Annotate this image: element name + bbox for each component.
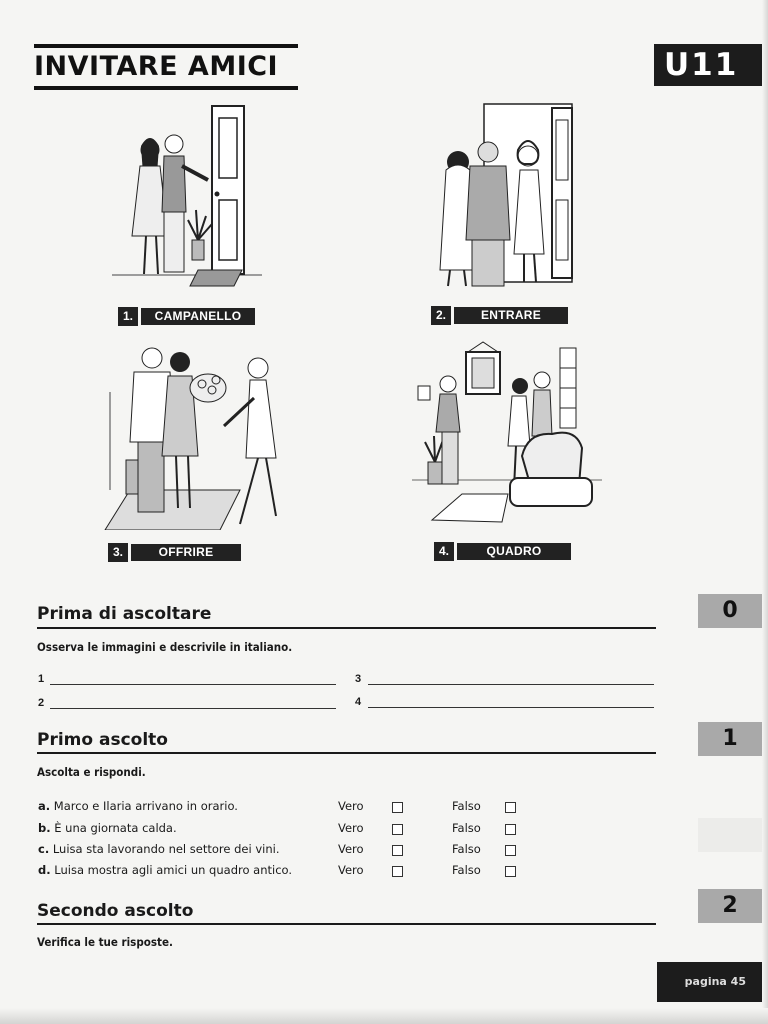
question-b bbox=[38, 821, 177, 835]
instruction-prima: Osserva le immagini e descrivile in italiano. bbox=[37, 640, 293, 654]
caption-label: ENTRARE bbox=[454, 307, 568, 324]
instruction-secondo: Verifica le tue risposte. bbox=[37, 935, 173, 949]
answer-line-4[interactable] bbox=[368, 707, 654, 708]
answer-label-2: 2 bbox=[38, 697, 45, 709]
false-label: Falso bbox=[452, 842, 481, 856]
question-letter: c. bbox=[38, 842, 50, 856]
page-edge-shadow bbox=[762, 0, 768, 1024]
caption-1 bbox=[118, 308, 255, 325]
illustration-quadro bbox=[412, 338, 602, 530]
caption-2 bbox=[431, 307, 568, 324]
caption-number: 2. bbox=[431, 306, 451, 325]
false-label: Falso bbox=[452, 821, 481, 835]
section-title-primo: Primo ascolto bbox=[37, 730, 168, 750]
answer-line-3[interactable] bbox=[368, 684, 654, 685]
caption-number: 3. bbox=[108, 543, 128, 562]
caption-label: OFFRIRE bbox=[131, 544, 241, 561]
section-title-prima: Prima di ascoltare bbox=[37, 604, 212, 624]
checkbox-a-vero[interactable] bbox=[392, 802, 403, 813]
caption-number: 1. bbox=[118, 307, 138, 326]
caption-number: 4. bbox=[434, 542, 454, 561]
question-letter: a. bbox=[38, 799, 51, 813]
question-text: Marco e Ilaria arrivano in orario. bbox=[53, 799, 238, 813]
answer-line-1[interactable] bbox=[50, 684, 336, 685]
side-tab-blank bbox=[698, 818, 762, 852]
section-rule bbox=[37, 627, 656, 629]
section-title-secondo: Secondo ascolto bbox=[37, 901, 194, 921]
true-label: Vero bbox=[338, 799, 364, 813]
checkbox-b-falso[interactable] bbox=[505, 824, 516, 835]
illustration-offrire bbox=[90, 340, 290, 530]
illustration-campanello bbox=[112, 100, 262, 290]
side-tab-1: 1 bbox=[698, 722, 762, 756]
side-tab-2: 2 bbox=[698, 889, 762, 923]
checkbox-c-falso[interactable] bbox=[505, 845, 516, 856]
instruction-primo: Ascolta e rispondi. bbox=[37, 765, 146, 779]
answer-line-2[interactable] bbox=[50, 708, 336, 709]
page-title: INVITARE AMICI bbox=[34, 51, 279, 82]
question-letter: d. bbox=[38, 863, 51, 877]
caption-label: CAMPANELLO bbox=[141, 308, 255, 325]
question-text: Luisa mostra agli amici un quadro antico. bbox=[54, 863, 293, 877]
unit-badge: U11 bbox=[654, 44, 768, 86]
section-rule bbox=[37, 923, 656, 925]
caption-label: QUADRO bbox=[457, 543, 571, 560]
illustration-entrare bbox=[424, 100, 576, 290]
answer-label-3: 3 bbox=[355, 673, 362, 685]
checkbox-b-vero[interactable] bbox=[392, 824, 403, 835]
answer-label-4: 4 bbox=[355, 696, 362, 708]
checkbox-d-falso[interactable] bbox=[505, 866, 516, 877]
question-text: È una giornata calda. bbox=[54, 821, 177, 835]
checkbox-a-falso[interactable] bbox=[505, 802, 516, 813]
page-bottom-shadow bbox=[0, 1008, 768, 1024]
question-c bbox=[38, 842, 279, 856]
false-label: Falso bbox=[452, 799, 481, 813]
section-rule bbox=[37, 752, 656, 754]
caption-3 bbox=[108, 544, 241, 561]
question-a bbox=[38, 799, 238, 813]
false-label: Falso bbox=[452, 863, 481, 877]
question-letter: b. bbox=[38, 821, 51, 835]
question-text: Luisa sta lavorando nel settore dei vini. bbox=[52, 842, 280, 856]
page-number: pagina 45 bbox=[657, 962, 768, 1002]
true-label: Vero bbox=[338, 863, 364, 877]
caption-4 bbox=[434, 543, 571, 560]
true-label: Vero bbox=[338, 842, 364, 856]
checkbox-d-vero[interactable] bbox=[392, 866, 403, 877]
answer-label-1: 1 bbox=[38, 673, 45, 685]
checkbox-c-vero[interactable] bbox=[392, 845, 403, 856]
question-d bbox=[38, 863, 292, 877]
side-tab-0: 0 bbox=[698, 594, 762, 628]
true-label: Vero bbox=[338, 821, 364, 835]
